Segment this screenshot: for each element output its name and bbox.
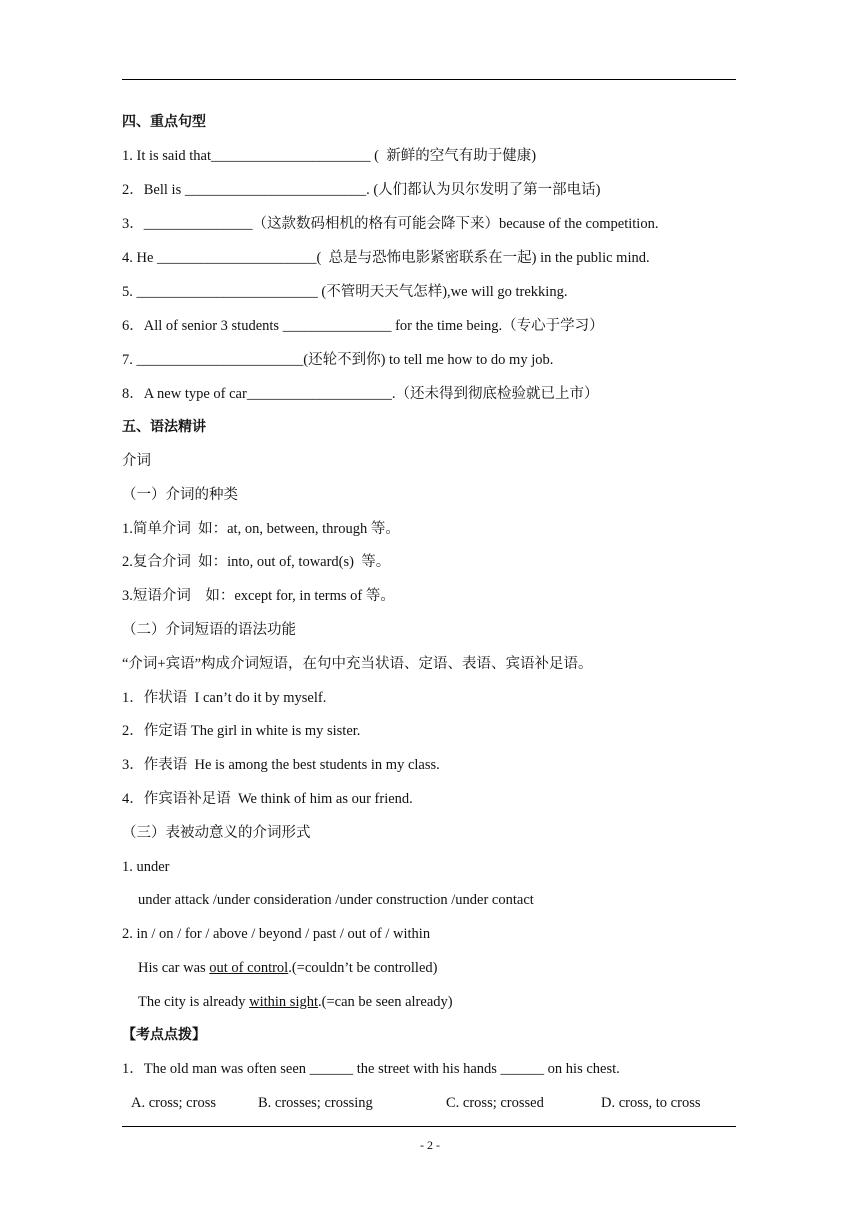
part-2-item-1: 1．作状语 I can’t do it by myself. bbox=[122, 690, 327, 706]
part-1-item-2: 2.复合介词 如：into, out of, toward(s) 等。 bbox=[122, 554, 391, 570]
sentence-item-4: 4. He ______________________( 总是与恐怖电影紧密联系在一起) in the public mind. bbox=[122, 250, 650, 266]
option-d: D. cross, to cross bbox=[601, 1095, 701, 1111]
sentence-item-8: 8．A new type of car____________________.（还未得到彻底检验就已上市） bbox=[122, 386, 599, 402]
sentence-item-3: 3．_______________（这款数码相机的格有可能会降下来）because of the competition. bbox=[122, 216, 659, 232]
part-2-intro: “介词+宾语”构成介词短语，在句中充当状语、定语、表语、宾语补足语。 bbox=[122, 656, 593, 672]
part-3-title: （三）表被动意义的介词形式 bbox=[122, 825, 311, 841]
example-sentence-2 bbox=[138, 993, 453, 1011]
part-1-item-3: 3.短语介词 如：except for, in terms of 等。 bbox=[122, 588, 395, 604]
example-1-pre: His car was bbox=[138, 960, 210, 976]
part-3-item-1-examples: under attack /under consideration /under construction /under contact bbox=[138, 892, 534, 908]
page-number: - 2 - bbox=[420, 1138, 440, 1152]
part-2-item-2: 2．作定语 The girl in white is my sister. bbox=[122, 723, 361, 739]
question-1: 1．The old man was often seen ______ the street with his hands ______ on his chest. bbox=[122, 1061, 620, 1077]
header-rule bbox=[122, 79, 736, 80]
example-2-underlined: within sight bbox=[249, 994, 319, 1010]
kaodian-title: 【考点点拨】 bbox=[122, 1027, 206, 1043]
sentence-item-2: 2．Bell is _________________________. (人们都认为贝尔发明了第一部电话) bbox=[122, 182, 601, 198]
part-2-item-4: 4．作宾语补足语 We think of him as our friend. bbox=[122, 791, 413, 807]
example-1-post: .(=couldn’t be controlled) bbox=[288, 960, 438, 976]
section-5-title: 五、语法精讲 bbox=[122, 419, 206, 435]
part-2-item-3: 3．作表语 He is among the best students in my class. bbox=[122, 757, 440, 773]
sentence-item-6: 6．All of senior 3 students _______________ for the time being.（专心于学习） bbox=[122, 318, 604, 334]
section-4-title: 四、重点句型 bbox=[122, 114, 206, 130]
part-3-item-1: 1. under bbox=[122, 859, 170, 875]
example-sentence-1 bbox=[138, 959, 437, 977]
option-a: A. cross; cross bbox=[131, 1095, 216, 1111]
footer-rule bbox=[122, 1126, 736, 1127]
option-b: B. crosses; crossing bbox=[258, 1095, 373, 1111]
part-2-title: （二）介词短语的语法功能 bbox=[122, 622, 296, 638]
example-1-underlined: out of control bbox=[209, 960, 289, 976]
sentence-item-1: 1. It is said that______________________ ( 新鲜的空气有助于健康) bbox=[122, 148, 537, 164]
example-2-pre: The city is already bbox=[138, 994, 250, 1010]
part-1-title: （一）介词的种类 bbox=[122, 487, 238, 503]
part-1-item-1: 1.简单介词 如：at, on, between, through 等。 bbox=[122, 521, 400, 537]
part-3-item-2: 2. in / on / for / above / beyond / past / out of / within bbox=[122, 926, 431, 942]
option-c: C. cross; crossed bbox=[446, 1095, 544, 1111]
sentence-item-7: 7. _______________________(还轮不到你) to tell me how to do my job. bbox=[122, 352, 554, 368]
grammar-topic: 介词 bbox=[122, 453, 151, 469]
example-2-post: .(=can be seen already) bbox=[318, 994, 453, 1010]
sentence-item-5: 5. _________________________ (不管明天天气怎样),we will go trekking. bbox=[122, 284, 568, 300]
